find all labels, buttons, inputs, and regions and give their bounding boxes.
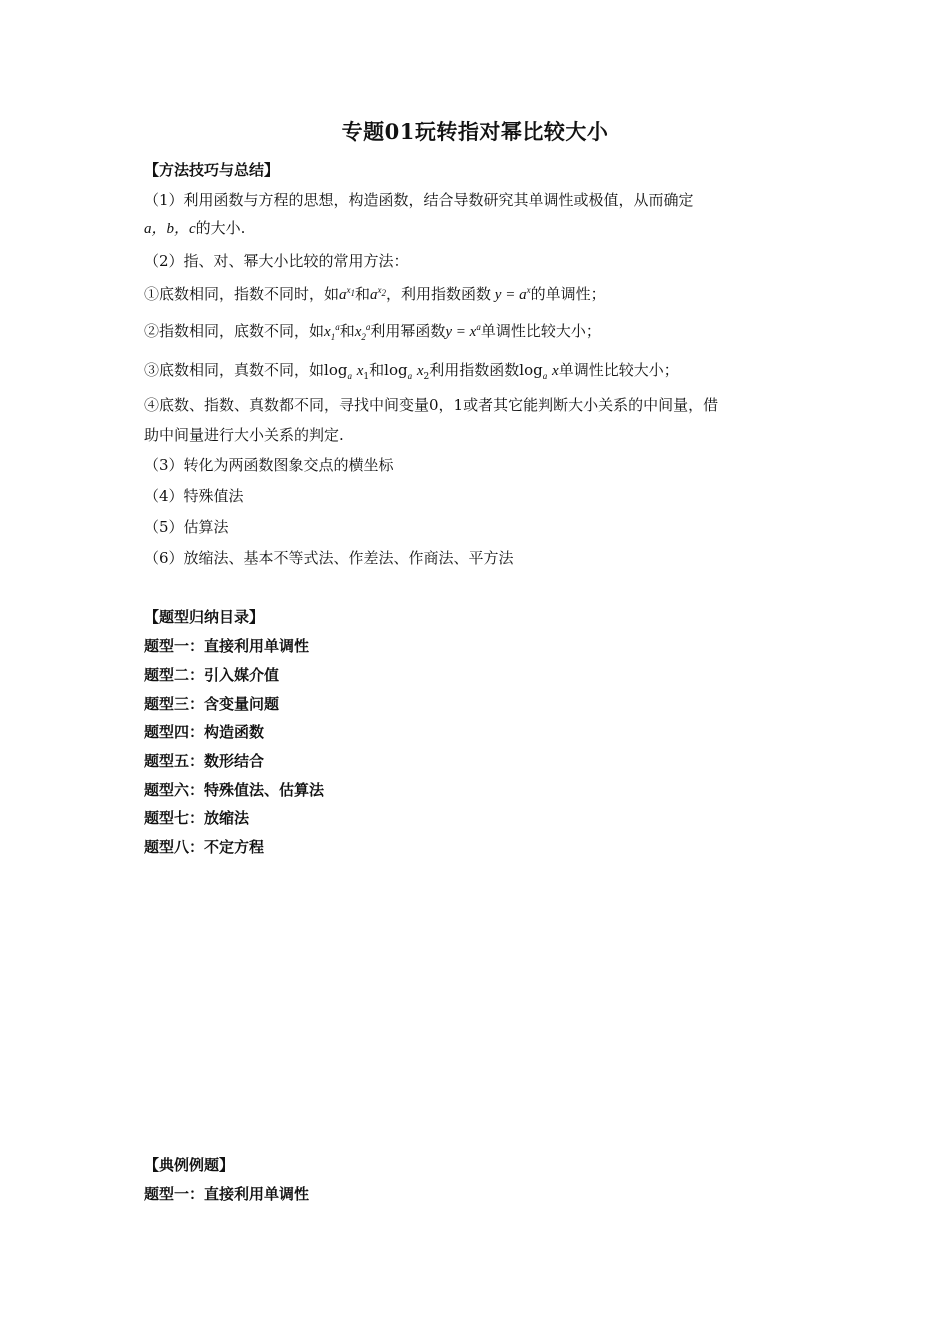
method-1-text-c: 的单调性； (530, 285, 606, 303)
formula-x1-a: $x_1^a$ (324, 322, 340, 342)
paragraph-1b (144, 218, 245, 239)
type-list-item: 题型六：特殊值法、估算法 (144, 781, 325, 799)
paragraph-6: （6）放缩法、基本不等式法、作差法、作商法、平方法 (144, 549, 514, 567)
method-3-text-c: 单调性比较大小； (558, 361, 679, 379)
method-2 (144, 321, 601, 342)
method-3 (144, 360, 679, 381)
formula-x2-a: $x_2^a$ (354, 322, 371, 342)
method-3-and: 和 (369, 361, 385, 379)
variables-abc: a，b，c (144, 221, 196, 237)
method-4a: ④底数、指数、真数都不同，寻找中间变量0，1或者其它能判断大小关系的中间量，借 (144, 396, 719, 414)
page-title: 专题01玩转指对幂比较大小 (341, 119, 609, 144)
type-list-item: 题型八：不定方程 (144, 838, 265, 856)
method-3-text-b: 利用指数函数 (429, 361, 520, 379)
type-list-item: 题型二：引入媒介值 (144, 666, 280, 684)
type-list-item: 题型四：构造函数 (144, 723, 265, 741)
paragraph-1a: （1）利用函数与方程的思想，构造函数，结合导数研究其单调性或极值，从而确定 (144, 191, 694, 209)
formula-power-function: $y = x^a$ (445, 322, 481, 340)
method-1-and: 和 (355, 285, 371, 303)
method-4b: 助中间量进行大小关系的判定. (144, 426, 344, 444)
paragraph-3: （3）转化为两函数图象交点的横坐标 (144, 456, 394, 474)
paragraph-2: （2）指、对、幂大小比较的常用方法： (144, 252, 409, 270)
paragraph-5: （5）估算法 (144, 518, 229, 536)
formula-exp-function: $y = a^x$ (491, 285, 531, 303)
method-2-text-b: 利用幂函数 (370, 322, 446, 340)
method-1-text-b: ，利用指数函数 (386, 285, 492, 303)
method-2-text-a: ②指数相同，底数不同，如 (144, 322, 325, 340)
formula-log-x2: $\log_a x_2$ (384, 361, 430, 382)
section-heading-types: 【题型归纳目录】 (144, 608, 265, 626)
example-type-heading: 题型一：直接利用单调性 (144, 1185, 310, 1203)
formula-a-x2: $a^{x_2}$ (370, 285, 387, 303)
method-1 (144, 284, 606, 305)
type-list-item: 题型三：含变量问题 (144, 695, 280, 713)
type-list-item: 题型一：直接利用单调性 (144, 637, 310, 655)
type-list-item: 题型五：数形结合 (144, 752, 265, 770)
method-2-text-c: 单调性比较大小； (480, 322, 601, 340)
method-3-text-a: ③底数相同，真数不同，如 (144, 361, 325, 379)
section-heading-method: 【方法技巧与总结】 (144, 161, 280, 179)
method-2-and: 和 (339, 322, 355, 340)
section-heading-examples: 【典例例题】 (144, 1156, 235, 1174)
method-1-text-a: ①底数相同，指数不同时，如 (144, 285, 340, 303)
paragraph-1b-tail: 的大小. (195, 219, 246, 237)
formula-log-x1: $\log_a x_1$ (324, 361, 370, 382)
type-list-item: 题型七：放缩法 (144, 809, 250, 827)
formula-log-function: $\log_a x$ (519, 361, 559, 381)
formula-a-x1: $a^{x_1}$ (339, 285, 356, 303)
paragraph-4: （4）特殊值法 (144, 487, 244, 505)
